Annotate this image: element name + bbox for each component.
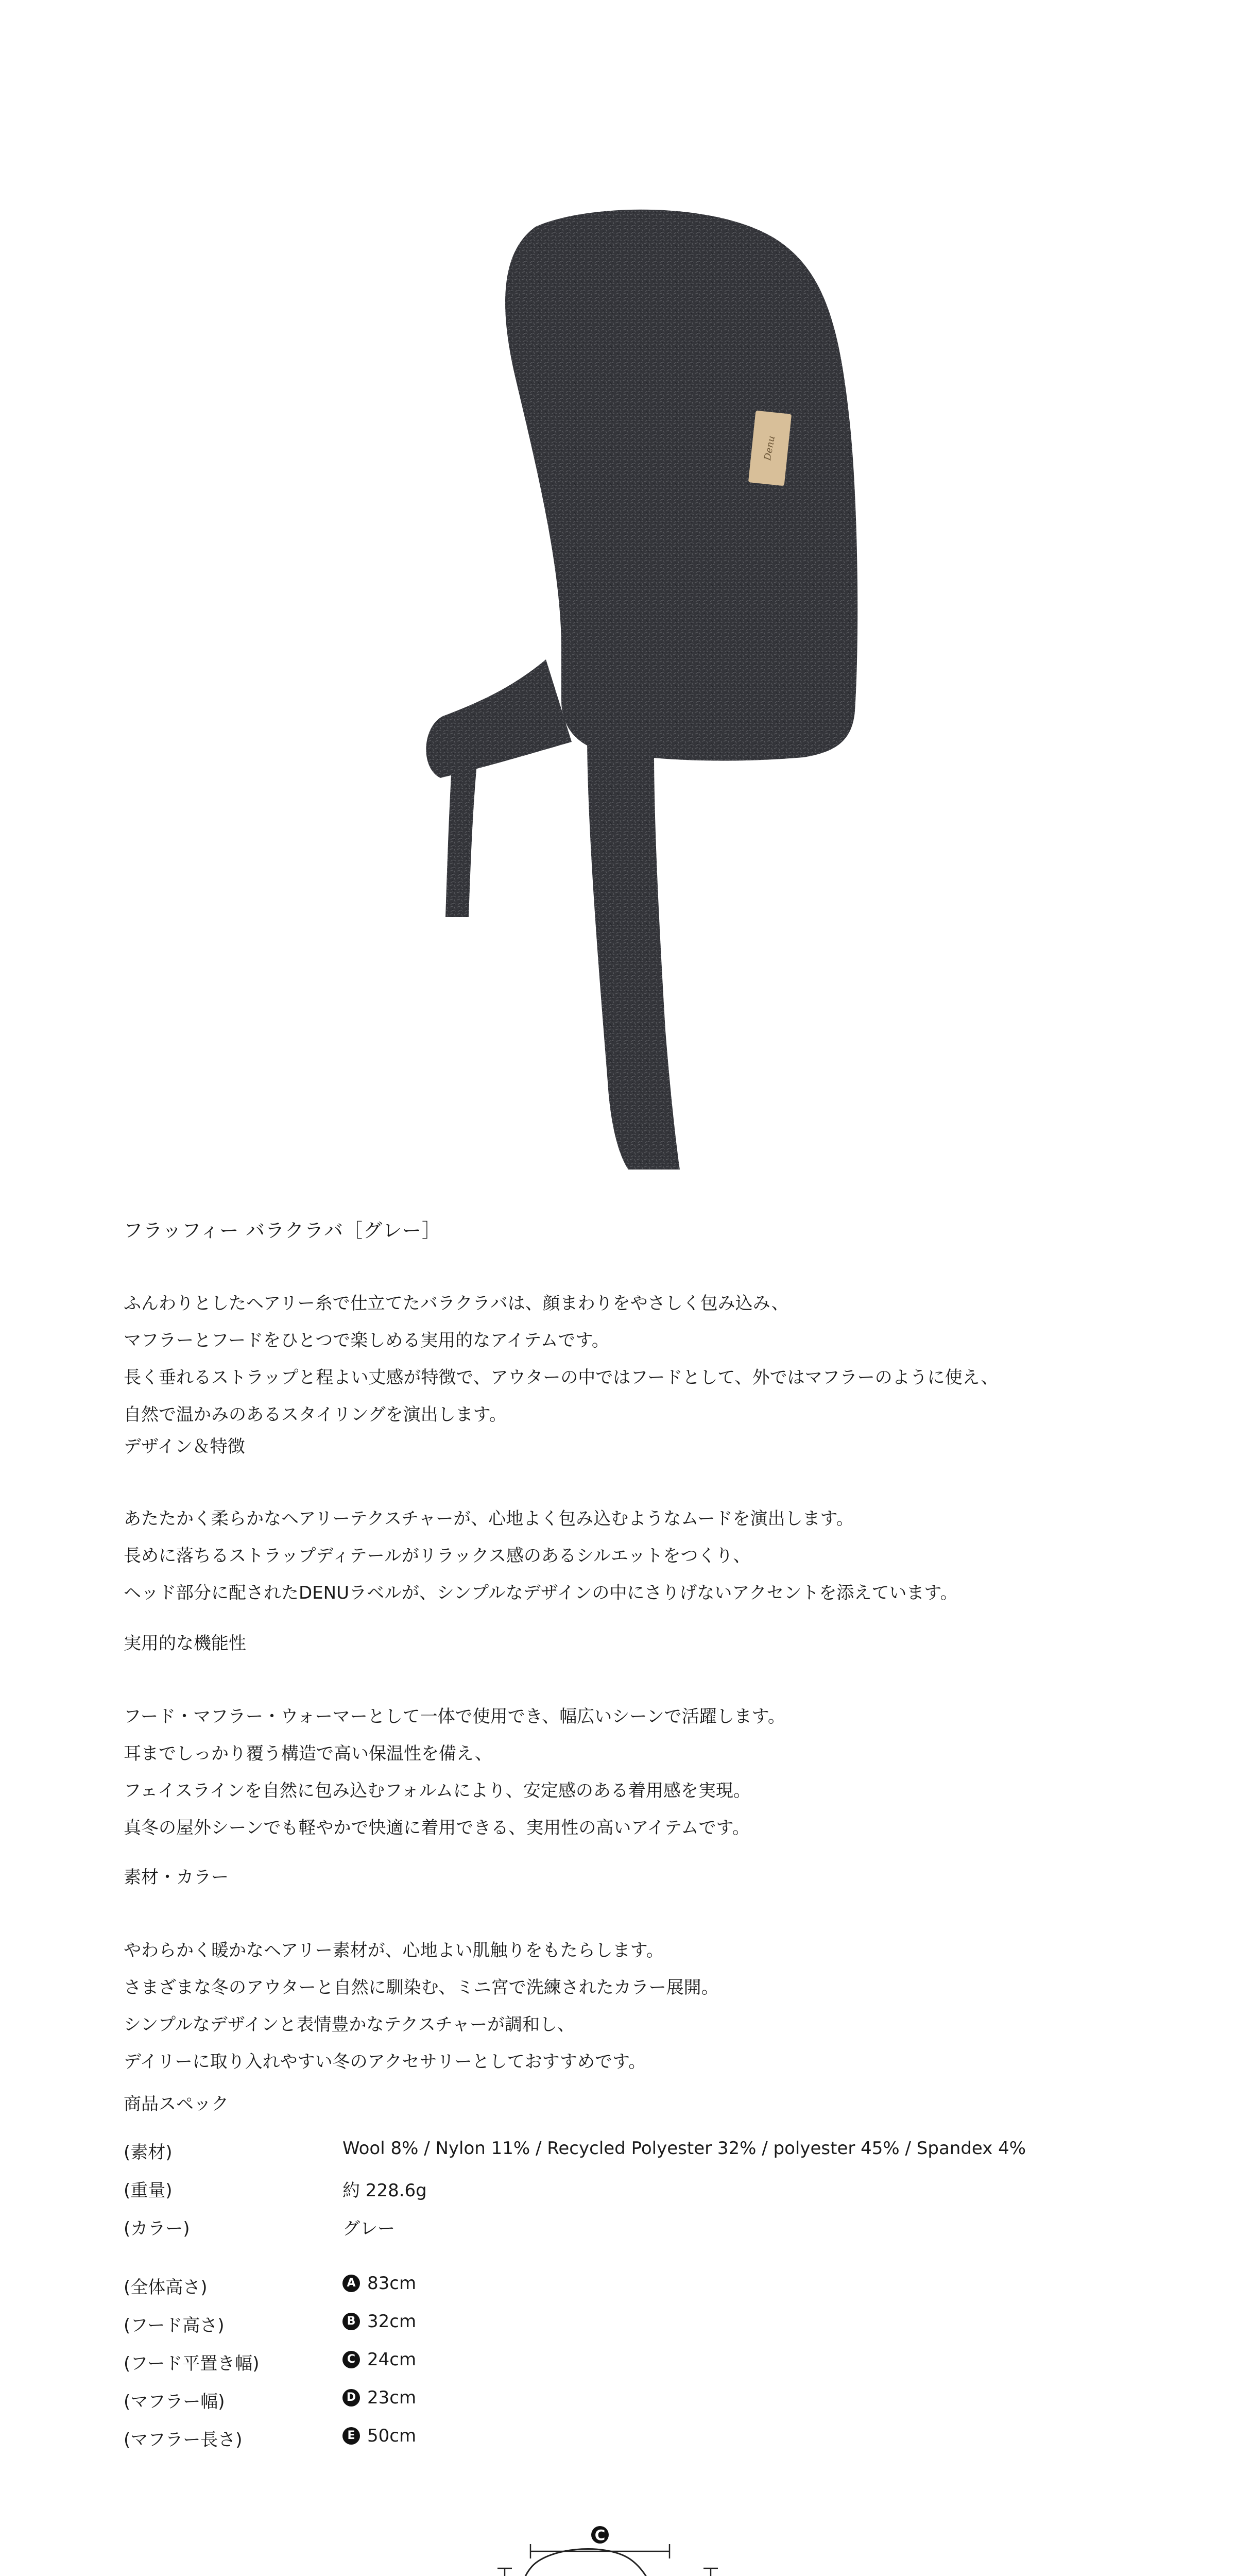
section-line: フード・マフラー・ウォーマーとして一体で使用でき、幅広いシーンで活躍します。 [124,1706,785,1727]
section-line: ヘッド部分に配されたDENUラベルが、シンプルなデザインの中にさりげないアクセントを添えています。 [124,1583,958,1603]
marker-b-icon: B [342,2313,360,2330]
spec-value: グレー [342,2218,395,2239]
section-heading-function: 実用的な機能性 [124,1633,246,1654]
product-title: フラッフィー バラクラバ［グレー］ [124,1219,442,1242]
section-line: やわらかく暖かなヘアリー素材が、心地よい肌触りをもたらします。 [124,1940,664,1961]
product-photo [319,206,917,1185]
section-line: シンプルなデザインと表情豊かなテクスチャーが調和し、 [124,2014,575,2035]
dimension-value: 23cm [367,2387,417,2408]
spec-label: (重量) [124,2180,173,2201]
balaclava-image [426,210,857,1170]
intro-text [124,1285,1133,1433]
diagram-marker-c [591,2526,609,2544]
dimension-value: 83cm [367,2273,417,2294]
dimension-value: 50cm [367,2426,417,2446]
spec-label: (カラー) [124,2218,190,2239]
intro-line: 長く垂れるストラップと程よい丈感が特徴で、アウターの中ではフードとして、外ではマフラーのように使え、 [124,1367,999,1388]
section-line: 長めに落ちるストラップディテールがリラックス感のあるシルエットをつくり、 [124,1546,751,1566]
section-line: さまざまな冬のアウターと自然に馴染む、ミニ宮で洗練されたカラー展開。 [124,1977,719,1998]
dimension-label: (マフラー幅) [124,2392,225,2412]
diagram-outline [461,2549,672,2576]
marker-a-icon: A [342,2275,360,2292]
section-text-function [124,1698,1133,1846]
section-heading-design: デザイン＆特徴 [124,1436,245,1457]
svg-text:C: C [594,2527,606,2544]
section-line: フェイスラインを自然に包み込むフォルムにより、安定感のある着用感を実現。 [124,1781,751,1801]
label-brand-text: Denu [762,435,778,462]
section-line: あたたかく柔らかなヘアリーテクスチャーが、心地よく包み込むようなムードを演出します。 [124,1509,854,1529]
intro-line: 自然で温かみのあるスタイリングを演出します。 [124,1404,507,1425]
dimension-value: 32cm [367,2311,417,2332]
spec-value: 約 228.6g [342,2180,427,2201]
dimension-label: (マフラー長さ) [124,2430,243,2450]
section-line: デイリーに取り入れやすい冬のアクセサリーとしておすすめです。 [124,2052,646,2072]
size-diagram [360,2519,876,2576]
dimension-label: (フード平置き幅) [124,2353,260,2374]
marker-e-icon: E [342,2427,360,2445]
dimension-label: (全体高さ) [124,2277,208,2298]
spec-label: (素材) [124,2142,173,2163]
section-heading-material: 素材・カラー [124,1867,229,1888]
section-line: 真冬の屋外シーンでも軽やかで快適に着用できる、実用性の高いアイテムです。 [124,1818,750,1838]
intro-line: ふんわりとしたヘアリー糸で仕立てたバラクラバは、顔まわりをやさしく包み込み、 [124,1293,789,1314]
section-text-design [124,1500,1133,1612]
marker-c-icon: C [342,2351,360,2368]
dimension-value: 24cm [367,2349,417,2370]
intro-line: マフラーとフードをひとつで楽しめる実用的なアイテムです。 [124,1330,609,1351]
dimension-label: (フード高さ) [124,2315,225,2336]
section-text-material [124,1932,1133,2080]
section-line: 耳までしっかり覆う構造で高い保温性を備え、 [124,1743,493,1764]
specs-heading: 商品スペック [124,2094,229,2114]
spec-value: Wool 8% / Nylon 11% / Recycled Polyester 32% / polyester 45% / Spandex 4% [342,2138,1026,2159]
marker-d-icon: D [342,2389,360,2406]
